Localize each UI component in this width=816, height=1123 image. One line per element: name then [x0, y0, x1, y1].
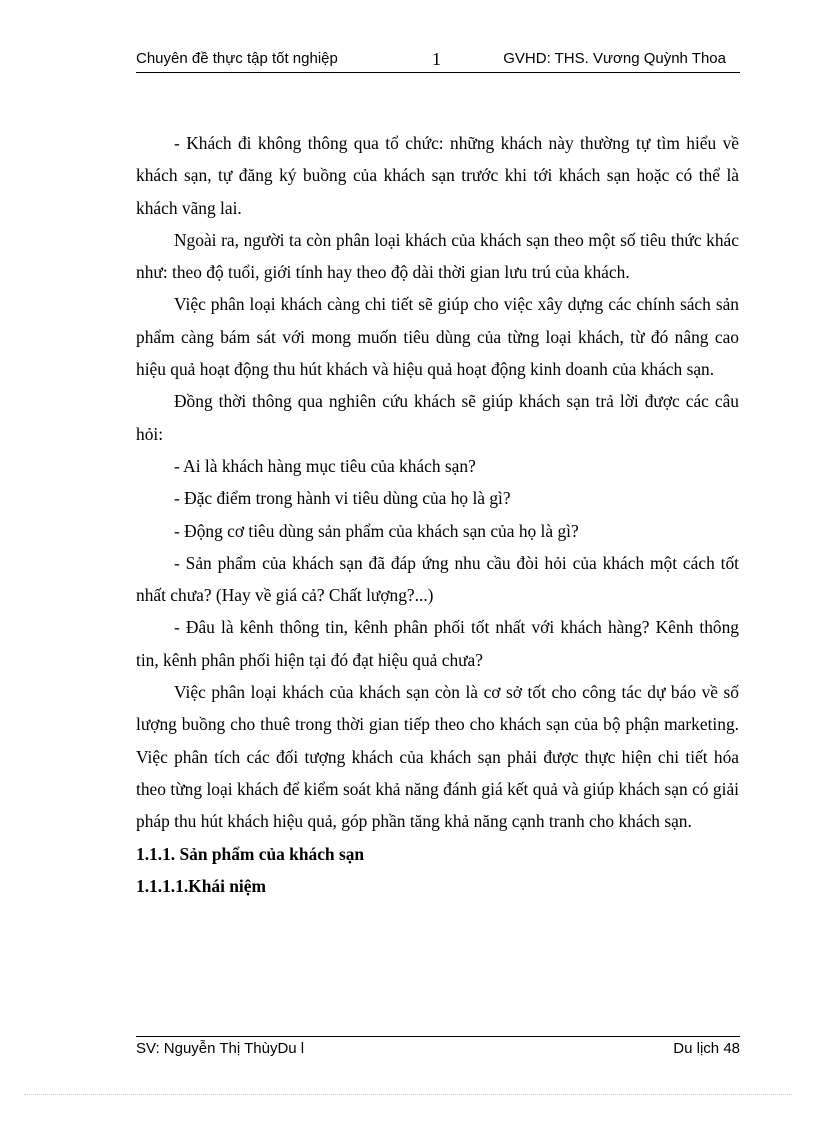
question-item: - Đặc điểm trong hành vi tiêu dùng của họ là gì?	[174, 488, 511, 509]
page-edge-divider	[24, 1094, 792, 1095]
footer-class: Du lịch 48	[673, 1040, 740, 1057]
header-title: Chuyên đề thực tập tốt nghiệp	[136, 50, 338, 67]
paragraph-other-criteria: Ngoài ra, người ta còn phân loại khách của khách sạn theo một số tiêu thức khác như: theo độ tuổi, giới tính hay theo độ dài thời gian lưu trú của khách.	[136, 229, 739, 283]
page-number: 1	[432, 49, 441, 69]
subsection-heading: 1.1.1.1.Khái niệm	[136, 875, 266, 896]
paragraph-classification-detail: Việc phân loại khách càng chi tiết sẽ giúp cho việc xây dựng các chính sách sản phẩm càng bám sát với mong muốn tiêu dùng của từng loại khách, từ đó nâng cao hiệu quả hoạt động thu hút khách và hiệu quả hoạt động kinh doanh của khách sạn.	[136, 294, 739, 380]
question-item: - Ai là khách hàng mục tiêu của khách sạn?	[174, 455, 476, 476]
document-body	[136, 127, 739, 902]
header-advisor: GVHD: THS. Vương Quỳnh Thoa	[503, 50, 726, 67]
question-item: - Động cơ tiêu dùng sản phẩm của khách sạn của họ là gì?	[174, 520, 579, 541]
section-heading: 1.1.1. Sản phẩm của khách sạn	[136, 843, 365, 864]
page-footer	[136, 1036, 740, 1059]
paragraph-unorganized-guests: - Khách đi không thông qua tổ chức: những khách này thường tự tìm hiểu về khách sạn, tự đăng ký buồng của khách sạn trước khi tới khách sạn hoặc có thể là khách vãng lai.	[136, 133, 739, 218]
paragraph-research-questions-intro: Đồng thời thông qua nghiên cứu khách sẽ giúp khách sạn trả lời được các câu hỏi:	[136, 391, 739, 444]
page-header	[136, 48, 740, 73]
question-item: - Đâu là kênh thông tin, kênh phân phối tốt nhất với khách hàng? Kênh thông tin, kênh phân phối hiện tại đó đạt hiệu quả chưa?	[136, 617, 739, 670]
question-item: - Sản phẩm của khách sạn đã đáp ứng nhu cầu đòi hỏi của khách một cách tốt nhất chưa? (Hay về giá cả? Chất lượng?...)	[136, 552, 739, 606]
paragraph-forecast-basis: Việc phân loại khách của khách sạn còn là cơ sở tốt cho công tác dự báo về số lượng buồng cho thuê trong thời gian tiếp theo cho khách sạn của bộ phận marketing. Việc phân tích các đối tượng khách của khách sạn phải được thực hiện chi tiết hóa theo từng loại khách để kiểm soát khả năng đánh giá kết quả và giúp khách sạn có giải pháp thu hút khách hiệu quả, góp phần tăng khả năng cạnh tranh cho khách sạn.	[136, 682, 739, 832]
footer-student: SV: Nguyễn Thị ThùyDu l	[136, 1040, 305, 1057]
